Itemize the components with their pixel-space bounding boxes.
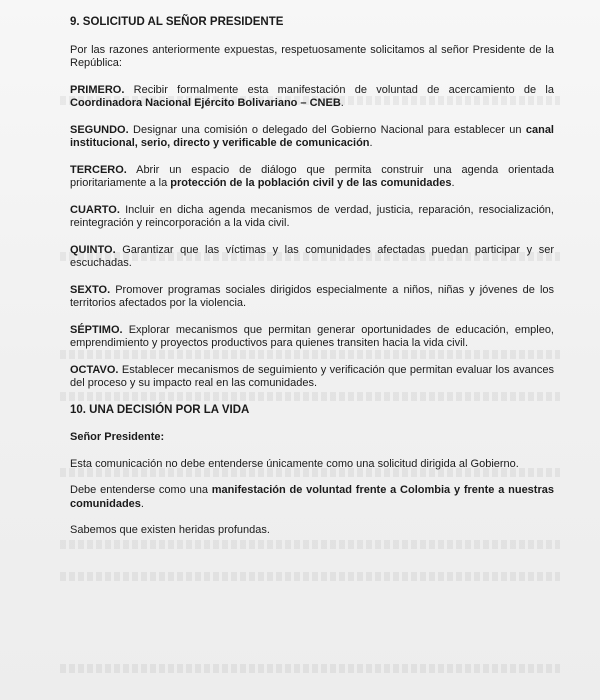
item-cuarto [70, 204, 554, 231]
item-label: SEXTO. [70, 283, 111, 296]
item-text: Designar una comisión o delegado del Gobierno Nacional para establecer un [128, 123, 526, 136]
item-septimo [70, 324, 554, 351]
item-text: Recibir formalmente esta manifestación de voluntad de acercamiento de la [124, 83, 554, 96]
item-text: Promover programas sociales dirigidos especialmente a niños, niñas y jóvenes de los territorios afectados por la violencia. [70, 283, 554, 309]
salutation: Señor Presidente: [70, 431, 165, 443]
section-10-paragraph-3: Sabemos que existen heridas profundas. [70, 524, 270, 536]
item-label: CUARTO. [70, 203, 120, 216]
document-body [70, 16, 554, 551]
item-segundo [70, 124, 554, 151]
item-emphasis: Coordinadora Nacional Ejército Bolivariano – CNEB [70, 97, 341, 109]
item-label: PRIMERO. [70, 83, 125, 96]
section-10-paragraph-1: Esta comunicación no debe entenderse únicamente como una solicitud dirigida al Gobierno. [70, 457, 519, 470]
item-text: Incluir en dicha agenda mecanismos de verdad, justicia, reparación, resocialización, reintegración y reincorporación a la vida civil. [70, 203, 554, 229]
show-through-line [60, 572, 560, 581]
item-sexto [70, 284, 554, 311]
paragraph-emphasis: manifestación de voluntad frente a Colombia y frente a nuestras comunidades [70, 484, 554, 510]
item-tercero [70, 164, 554, 191]
item-text-end: . [369, 137, 373, 149]
item-text-end: . [451, 177, 455, 189]
item-label: QUINTO. [70, 243, 116, 256]
item-text-end: . [340, 97, 344, 109]
section-10-paragraph-2 [70, 484, 554, 511]
show-through-line [60, 664, 560, 673]
item-emphasis: canal institucional, serio, directo y verificable de comunicación [70, 123, 554, 149]
item-text: Garantizar que las víctimas y las comunidades afectadas puedan participar y ser escuchadas. [70, 243, 554, 269]
paragraph-text: Debe entenderse como una [70, 484, 212, 496]
item-label: SÉPTIMO. [70, 323, 123, 336]
item-text: Explorar mecanismos que permitan generar oportunidades de educación, empleo, emprendimiento y proyectos productivos para quienes transiten hacia la vida civil. [70, 323, 554, 349]
section-9-intro: Por las razones anteriormente expuestas, respetuosamente solicitamos al señor Presidente de la República: [70, 43, 554, 69]
item-emphasis: protección de la población civil y de las comunidades [170, 177, 452, 189]
item-label: TERCERO. [70, 163, 127, 176]
section-9-title: 9. SOLICITUD AL SEÑOR PRESIDENTE [70, 16, 284, 28]
section-10-title: 10. UNA DECISIÓN POR LA VIDA [70, 403, 250, 416]
paragraph-text-end: . [140, 497, 144, 510]
item-text: Abrir un espacio de diálogo que permita construir una agenda orientada prioritariamente a la [70, 163, 554, 189]
item-quinto [70, 244, 554, 271]
item-text: Establecer mecanismos de seguimiento y verificación que permitan evaluar los avances del proceso y su impacto real en las comunidades. [70, 363, 554, 389]
item-octavo [70, 364, 554, 391]
item-label: OCTAVO. [70, 363, 119, 376]
item-label: SEGUNDO. [70, 123, 129, 136]
item-primero [70, 84, 554, 111]
